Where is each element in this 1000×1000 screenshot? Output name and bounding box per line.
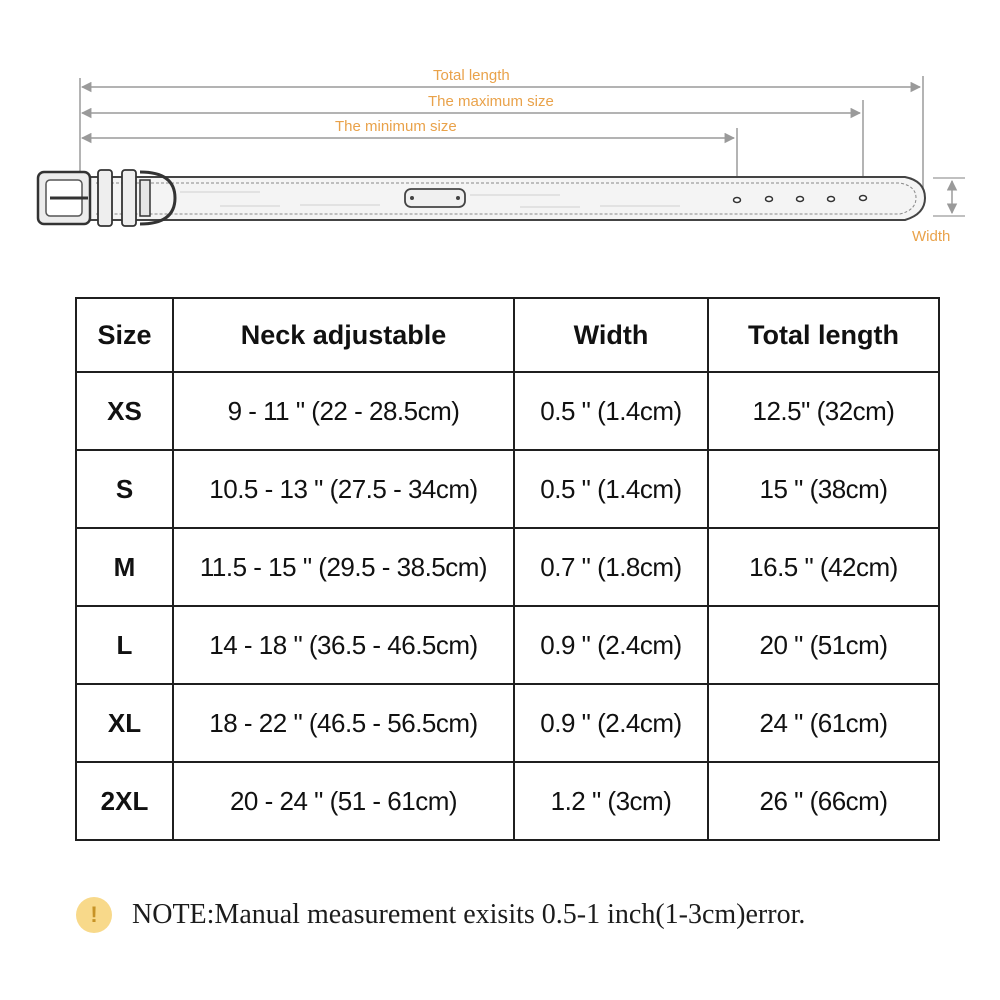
keeper-loop-icon	[98, 170, 112, 226]
header-total-length: Total length	[708, 298, 939, 372]
width-cell: 0.5 " (1.4cm)	[514, 450, 708, 528]
size-cell: 2XL	[76, 762, 173, 840]
maximum-size-label: The maximum size	[428, 93, 554, 110]
hole-icon	[766, 197, 773, 202]
length-cell: 12.5" (32cm)	[708, 372, 939, 450]
table-row	[76, 450, 939, 528]
hole-icon	[828, 197, 835, 202]
size-cell: S	[76, 450, 173, 528]
length-cell: 16.5 " (42cm)	[708, 528, 939, 606]
keeper-loop-icon	[122, 170, 136, 226]
neck-cell: 10.5 - 13 " (27.5 - 34cm)	[173, 450, 514, 528]
width-label: Width	[912, 228, 951, 245]
table-row	[76, 606, 939, 684]
neck-cell: 14 - 18 " (36.5 - 46.5cm)	[173, 606, 514, 684]
width-cell: 0.9 " (2.4cm)	[514, 606, 708, 684]
minimum-size-label: The minimum size	[335, 118, 457, 135]
table-row	[76, 372, 939, 450]
size-cell: XL	[76, 684, 173, 762]
neck-cell: 20 - 24 " (51 - 61cm)	[173, 762, 514, 840]
neck-cell: 11.5 - 15 " (29.5 - 38.5cm)	[173, 528, 514, 606]
table-header-row	[76, 298, 939, 372]
size-chart-table	[75, 297, 940, 841]
hole-icon	[860, 196, 867, 201]
collar-illustration	[0, 0, 1000, 260]
width-cell: 0.5 " (1.4cm)	[514, 372, 708, 450]
measurement-note	[76, 895, 805, 935]
size-cell: XS	[76, 372, 173, 450]
table-row	[76, 762, 939, 840]
table-row	[76, 528, 939, 606]
neck-cell: 9 - 11 " (22 - 28.5cm)	[173, 372, 514, 450]
header-neck-adjustable: Neck adjustable	[173, 298, 514, 372]
neck-cell: 18 - 22 " (46.5 - 56.5cm)	[173, 684, 514, 762]
table-row	[76, 684, 939, 762]
size-cell: L	[76, 606, 173, 684]
length-cell: 20 " (51cm)	[708, 606, 939, 684]
total-length-label: Total length	[433, 67, 510, 84]
header-size: Size	[76, 298, 173, 372]
hole-icon	[734, 198, 741, 203]
size-cell: M	[76, 528, 173, 606]
width-cell: 0.7 " (1.8cm)	[514, 528, 708, 606]
width-cell: 1.2 " (3cm)	[514, 762, 708, 840]
collar-diagram	[0, 0, 1000, 260]
width-cell: 0.9 " (2.4cm)	[514, 684, 708, 762]
hole-icon	[797, 197, 804, 202]
note-text: NOTE:Manual measurement exisits 0.5-1 inch(1-3cm)error.	[132, 899, 806, 930]
exclamation-icon: !	[76, 897, 112, 933]
length-cell: 24 " (61cm)	[708, 684, 939, 762]
length-cell: 26 " (66cm)	[708, 762, 939, 840]
length-cell: 15 " (38cm)	[708, 450, 939, 528]
header-width: Width	[514, 298, 708, 372]
